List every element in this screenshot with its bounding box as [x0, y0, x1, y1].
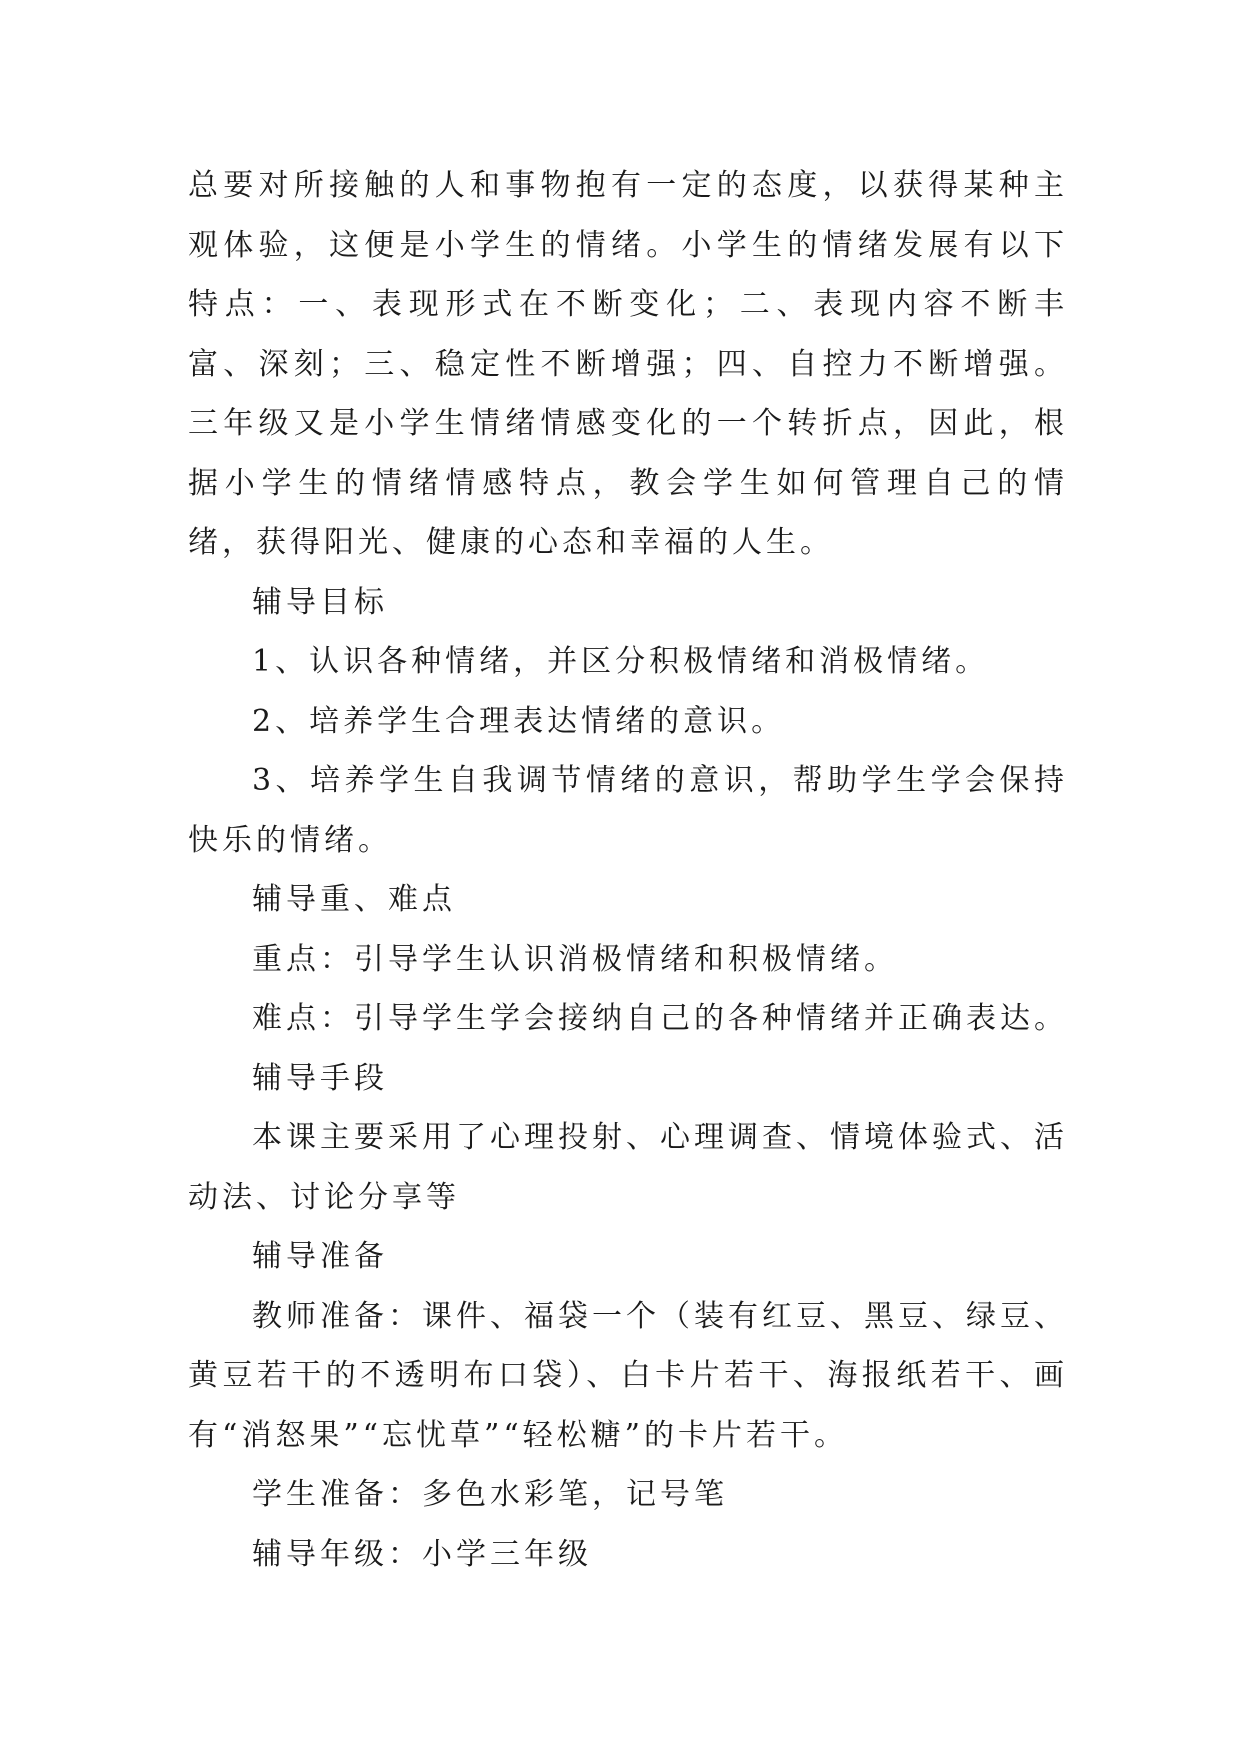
- goal-item-1: 1、认识各种情绪，并区分积极情绪和消极情绪。: [252, 644, 990, 679]
- section-heading-goals: 辅导目标: [252, 584, 388, 620]
- student-preparation: 学生准备：多色水彩笔，记号笔: [252, 1477, 728, 1512]
- methods-text: 本课主要采用了心理投射、心理调查、情境体验式、活动法、讨论分享等: [188, 1120, 1068, 1215]
- goal-item-2: 2、培养学生合理表达情绪的意识。: [252, 703, 786, 739]
- section-heading-methods: 辅导手段: [252, 1060, 388, 1096]
- key-point: 重点：引导学生认识消极情绪和积极情绪。: [252, 941, 898, 977]
- section-heading-key-points: 辅导重、难点: [252, 882, 456, 917]
- teacher-preparation: 教师准备：课件、福袋一个（装有红豆、黑豆、绿豆、黄豆若干的不透明布口袋）、白卡片若干、海报纸若干、画有“消怒果”“忘忧草”“轻松糖”的卡片若干。: [188, 1298, 1068, 1453]
- difficult-point: 难点：引导学生学会接纳自己的各种情绪并正确表达。: [252, 1001, 1068, 1036]
- paragraph-intro: 总要对所接触的人和事物抱有一定的态度，以获得某种主观体验，这便是小学生的情绪。小学生的情绪发展有以下特点：一、表现形式在不断变化；二、表现内容不断丰富、深刻；三、稳定性不断增强；四、自控力不断增强。三年级又是小学生情绪情感变化的一个转折点，因此，根据小学生的情绪情感特点，教会学生如何管理自己的情绪，获得阳光、健康的心态和幸福的人生。: [188, 168, 1068, 560]
- document-body: [188, 156, 1068, 1584]
- section-heading-preparation: 辅导准备: [252, 1239, 388, 1274]
- goal-item-3: 3、培养学生自我调节情绪的意识，帮助学生学会保持快乐的情绪。: [188, 763, 1068, 858]
- grade-level: 辅导年级：小学三年级: [252, 1536, 592, 1572]
